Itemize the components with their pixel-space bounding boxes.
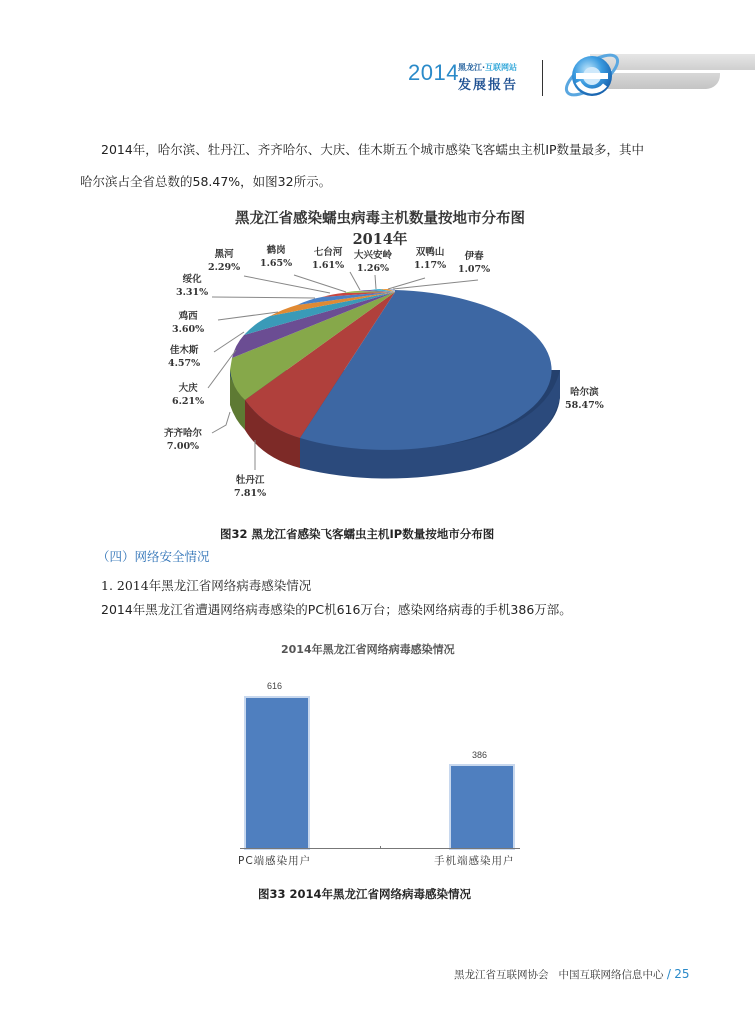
pie-label-qiqihar: 齐齐哈尔 7.00% <box>164 428 203 452</box>
pie-label-hegang: 鹤岗 1.65% <box>260 245 293 269</box>
intro-line-2: 哈尔滨占全省总数的58.47%，如图32所示。 <box>80 174 332 189</box>
bar-value-pc: 616 <box>267 681 283 691</box>
pie-label-heihe: 黑河 2.29% <box>208 249 241 273</box>
figure33-caption: 图33 2014年黑龙江省网络病毒感染情况 <box>258 887 472 901</box>
header-website: 互联网站 <box>485 63 518 72</box>
pie-label-daqing: 大庆 6.21% <box>172 383 205 407</box>
pie-label-jiamusi: 佳木斯 4.57% <box>168 345 201 369</box>
pie-subtitle: 2014年 <box>352 231 408 248</box>
pie-label-harbin: 哈尔滨 58.47% <box>565 387 604 411</box>
header-year: 2014 <box>408 60 459 85</box>
pie-label-jixi: 鸡西 3.60% <box>172 311 205 335</box>
pie-label-daxinganling: 大兴安岭 1.26% <box>354 250 393 274</box>
bar-category-pc: PC端感染用户 <box>238 855 312 867</box>
bar-pc <box>246 698 308 848</box>
pie-label-yichun: 伊春 1.07% <box>458 251 491 275</box>
header-subtitle-big: 发展报告 <box>458 78 519 93</box>
page-number: 25 <box>674 967 690 981</box>
section-text: 2014年黑龙江省遭遇网络病毒感染的PC机616万台；感染网络病毒的手机386万部。 <box>101 602 572 617</box>
section-subheading: 1. 2014年黑龙江省网络病毒感染情况 <box>101 578 312 593</box>
bar-category-mobile: 手机端感染用户 <box>434 855 515 867</box>
pie-label-mudanjiang: 牡丹江 7.81% <box>234 475 267 499</box>
footer-separator: / <box>666 967 671 981</box>
bar-chart-title: 2014年黑龙江省网络病毒感染情况 <box>281 643 455 656</box>
bar-x-tick <box>380 846 381 849</box>
bar-mobile <box>451 766 513 848</box>
pie-chart <box>150 240 630 520</box>
header-subtitle-small <box>458 62 517 73</box>
figure32-caption: 图32 黑龙江省感染飞客蠕虫主机IP数量按地市分布图 <box>220 527 495 541</box>
pie-label-suihua: 绥化 3.31% <box>176 274 209 298</box>
footer-org-1: 黑龙江省互联网协会 <box>454 969 549 981</box>
ie-e-logo-icon <box>560 42 624 106</box>
page-footer <box>454 967 690 982</box>
header-province: 黑龙江· <box>458 63 486 72</box>
header-divider <box>542 60 543 96</box>
pie-title: 黑龙江省感染蠕虫病毒主机数量按地市分布图 <box>235 210 525 227</box>
intro-line-1: 2014年，哈尔滨、牡丹江、齐齐哈尔、大庆、佳木斯五个城市感染飞客蠕虫主机IP数量最多，其中 <box>101 142 645 157</box>
bar-value-mobile: 386 <box>472 750 488 760</box>
pie-label-qitaihe: 七台河 1.61% <box>312 247 345 271</box>
pie-label-shuangyashan: 双鸭山 1.17% <box>414 247 447 271</box>
footer-org-2: 中国互联网络信息中心 <box>558 969 664 981</box>
section-heading: （四）网络安全情况 <box>97 549 210 564</box>
